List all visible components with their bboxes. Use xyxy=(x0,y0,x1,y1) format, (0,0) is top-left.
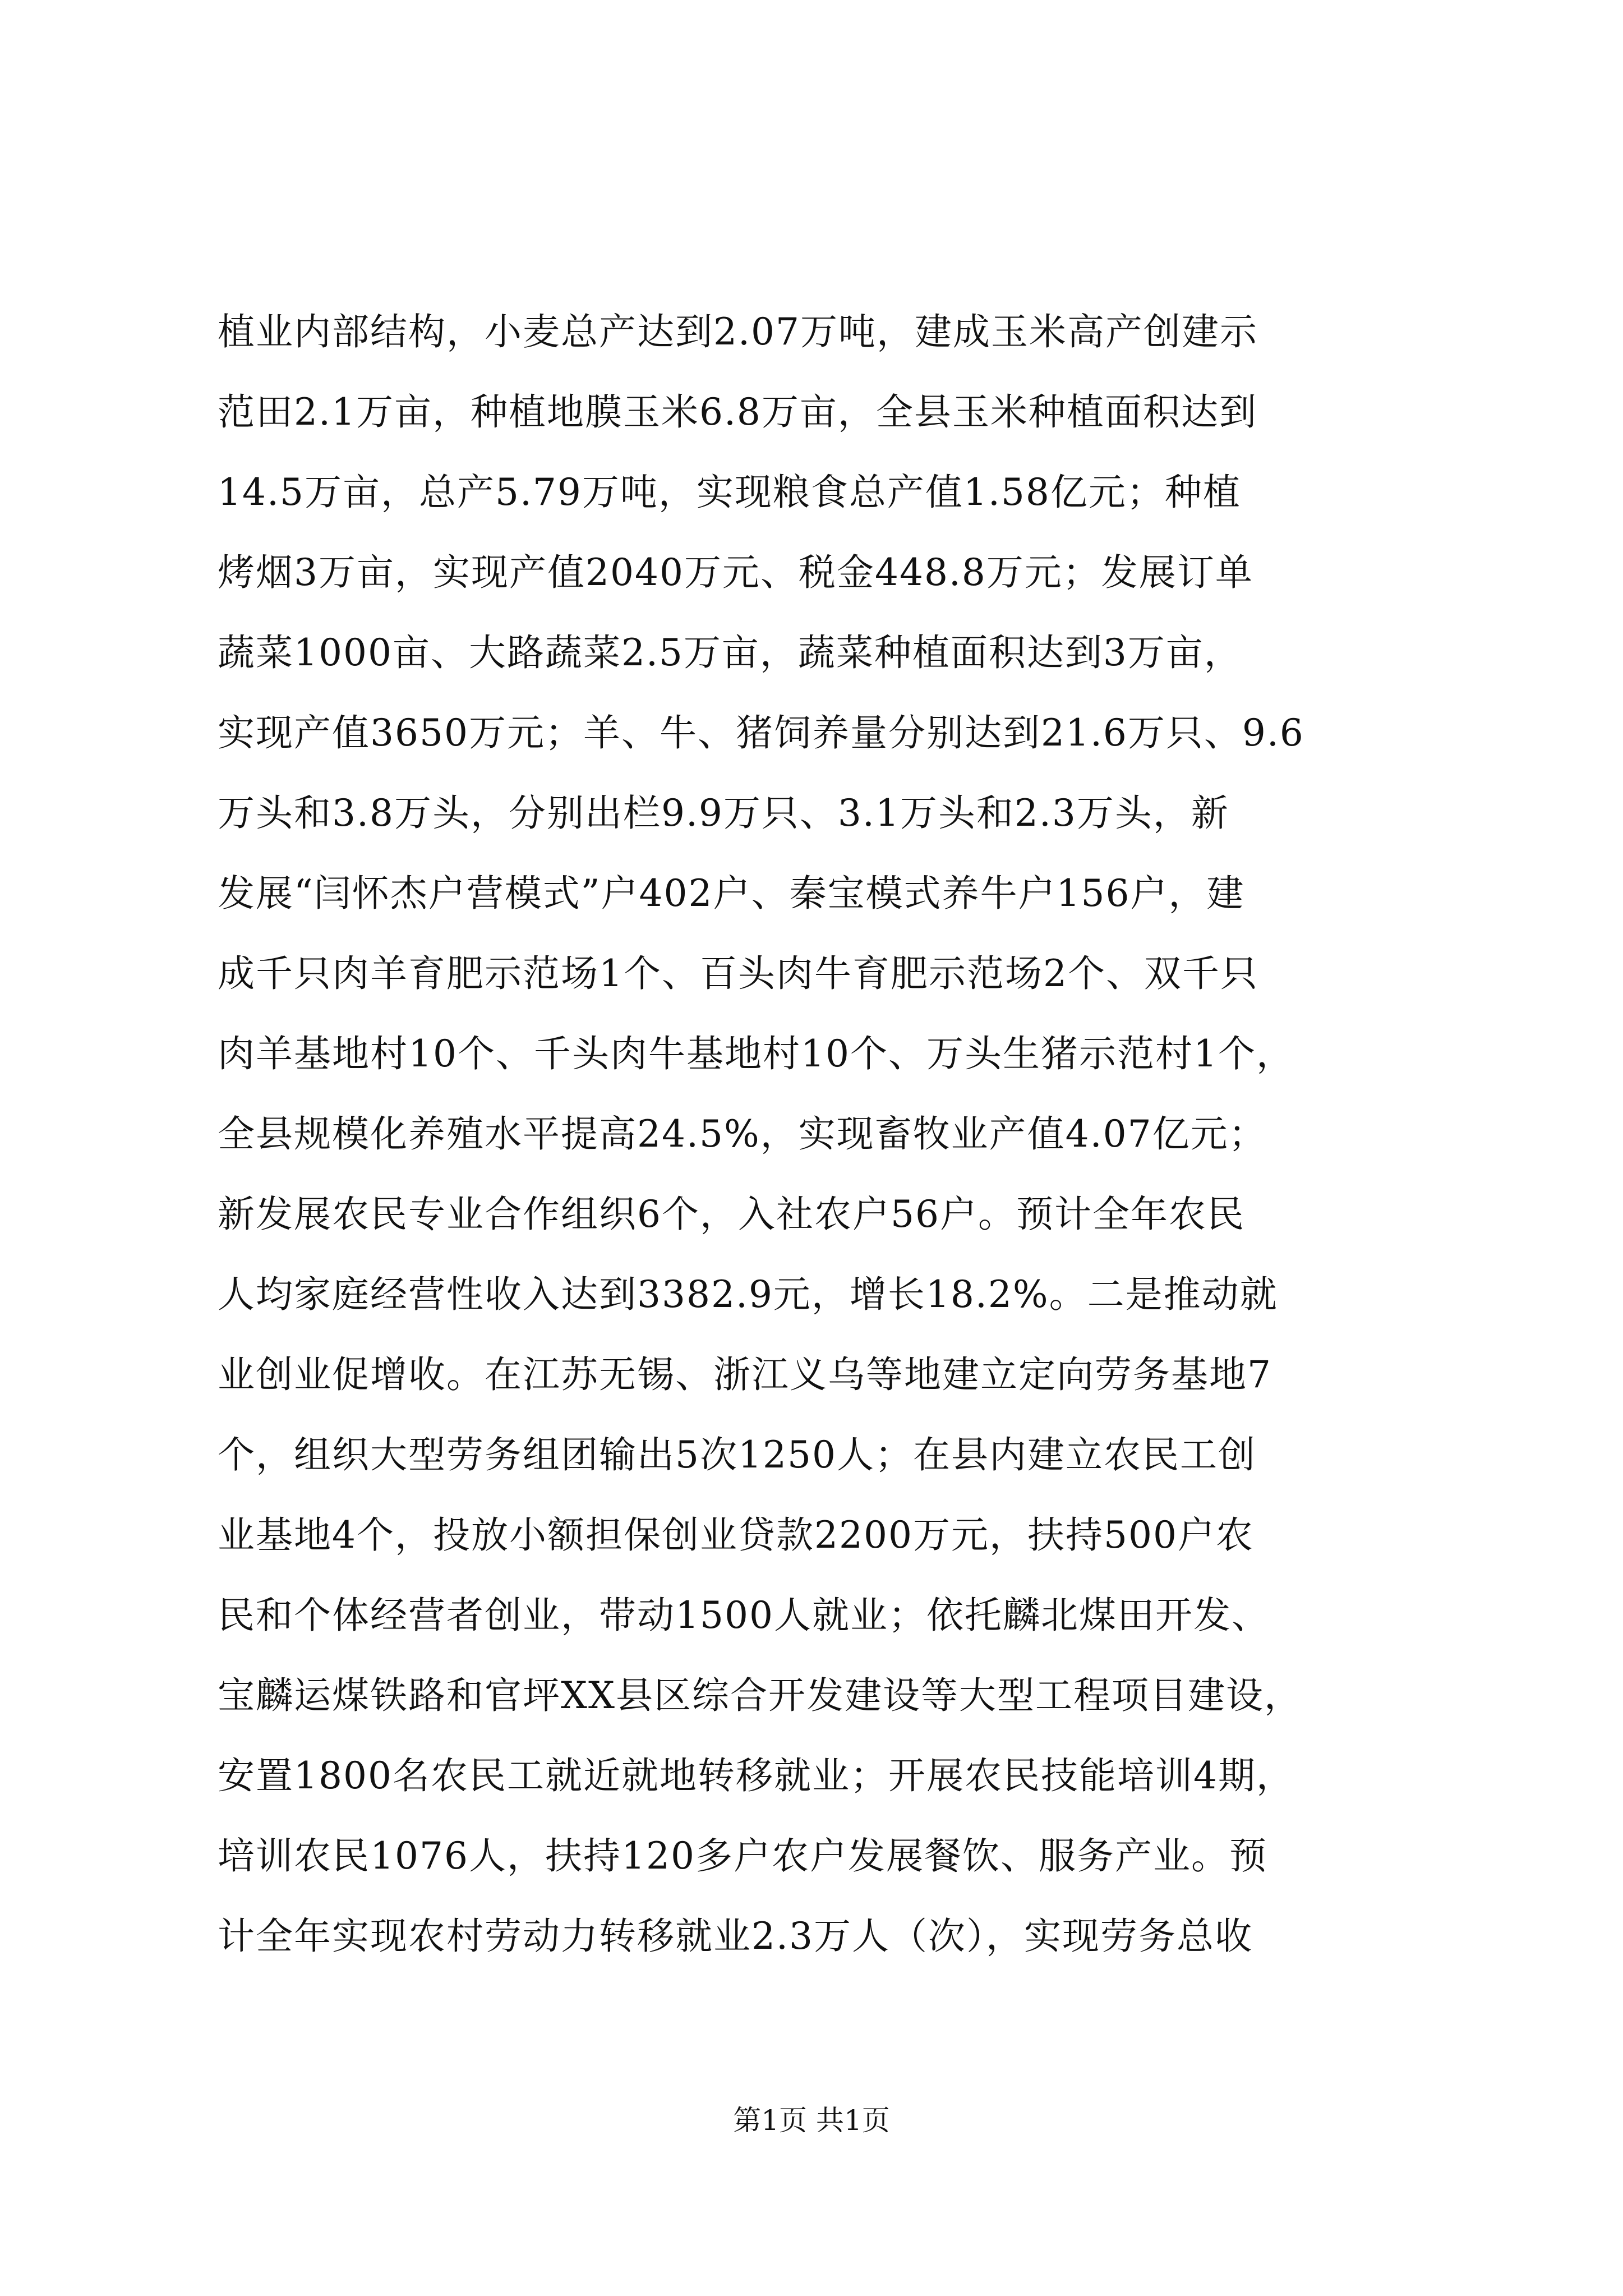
text-line: 宝麟运煤铁路和官坪XX县区综合开发建设等大型工程项目建设， xyxy=(218,1674,1302,1717)
text-line: 肉羊基地村10个、千头肉牛基地村10个、万头生猪示范村1个， xyxy=(218,1032,1294,1075)
text-line: 计全年实现农村劳动力转移就业2.3万人（次），实现劳务总收 xyxy=(218,1915,1253,1958)
text-line: 发展“闫怀杰户营模式”户402户、秦宝模式养牛户156户，建 xyxy=(218,872,1245,915)
body-text xyxy=(218,292,1451,1976)
text-line: 业创业促增收。在江苏无锡、浙江义乌等地建立定向劳务基地7 xyxy=(218,1353,1272,1396)
page-footer: 第1页 共1页 xyxy=(733,2104,890,2137)
text-line: 个，组织大型劳务组团输出5次1250人；在县内建立农民工创 xyxy=(218,1433,1256,1476)
text-line: 业基地4个，投放小额担保创业贷款2200万元，扶持500户农 xyxy=(218,1513,1254,1557)
text-line: 范田2.1万亩，种植地膜玉米6.8万亩，全县玉米种植面积达到 xyxy=(218,390,1257,434)
text-line: 新发展农民专业合作组织6个，入社农户56户。预计全年农民 xyxy=(218,1193,1245,1236)
text-line: 人均家庭经营性收入达到3382.9元，增长18.2%。二是推动就 xyxy=(218,1273,1278,1316)
text-line: 植业内部结构，小麦总产达到2.07万吨，建成玉米高产创建示 xyxy=(218,310,1258,353)
text-line: 14.5万亩，总产5.79万吨，实现粮食总产值1.58亿元；种植 xyxy=(218,471,1241,514)
text-line: 安置1800名农民工就近就地转移就业；开展农民技能培训4期， xyxy=(218,1754,1294,1797)
text-line: 烤烟3万亩，实现产值2040万元、税金448.8万元；发展订单 xyxy=(218,551,1253,594)
text-line: 民和个体经营者创业，带动1500人就业；依托麟北煤田开发、 xyxy=(218,1594,1270,1637)
text-line: 实现产值3650万元；羊、牛、猪饲养量分别达到21.6万只、9.6 xyxy=(218,711,1304,754)
text-line: 蔬菜1000亩、大路蔬菜2.5万亩，蔬菜种植面积达到3万亩， xyxy=(218,631,1242,674)
text-line: 万头和3.8万头，分别出栏9.9万只、3.1万头和2.3万头，新 xyxy=(218,792,1229,835)
text-line: 成千只肉羊育肥示范场1个、百头肉牛育肥示范场2个、双千只 xyxy=(218,952,1258,995)
text-line: 培训农民1076人，扶持120多户农户发展餐饮、服务产业。预 xyxy=(218,1834,1267,1878)
text-line: 全县规模化养殖水平提高24.5%，实现畜牧业产值4.07亿元； xyxy=(218,1112,1267,1156)
